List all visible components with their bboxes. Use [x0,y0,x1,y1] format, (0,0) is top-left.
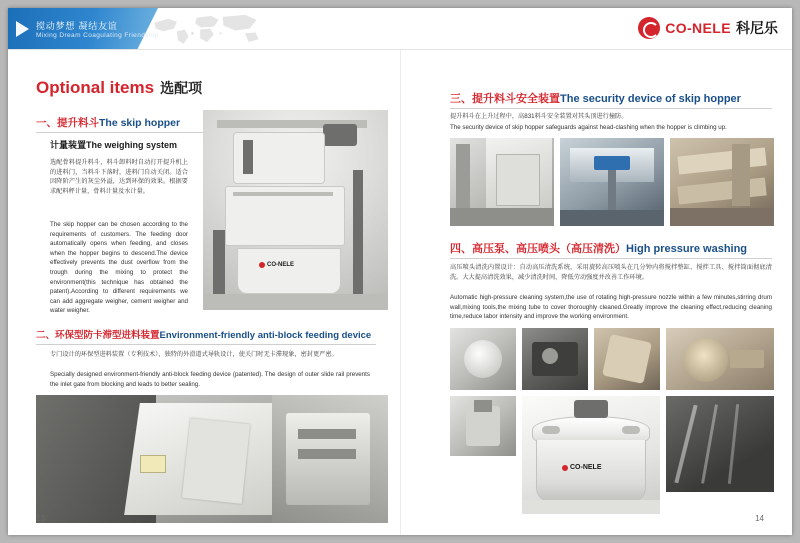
section-title-en-4: High pressure washing [626,243,748,255]
section-title-cn-3: 提升料斗安全装置 [472,93,560,105]
section-heading-anti-block [36,327,371,341]
valve-detail-photo [450,396,516,456]
machine-logo-text: CO-NELE [267,262,294,268]
mixer-logo-badge [562,464,602,471]
left-page [8,50,400,535]
brochure-spread [8,8,792,535]
section-heading-high-pressure [450,240,747,256]
section-title-en-2: Environment-friendly anti-block feeding device [159,330,372,341]
brand-name-cn: 科尼乐 [736,20,778,36]
body-cn-high-pressure: 高压喷头清洗内置设计：自动高压清洗系统，采用旋转高压喷头在几分钟内将搅拌整缸、搅拌工具、搅拌筒面彻底清洗。大大提高清洗效果，减少清洗时间，降低劳动强度并改善工作环境。 [450,264,772,281]
machine-logo-badge [259,262,294,268]
rotating-head-photo [594,328,660,390]
section-title-cn-1: 提升料斗 [57,117,99,129]
section-number-4: 四、 [450,243,472,255]
body-en-high-pressure: Automatic high-pressure cleaning system,the use of rotating high-pressure nozzle within a few minutes,stirring drum wall,mixing tools,the mixing tube to cover thoroughly cleaned.Greatly improve the cleaning effect,reducing cleaning time,reduce labor intensity and improve the working environment. [450,294,772,321]
section-title-cn-4: 高压泵、高压喷头（高压清洗） [472,243,626,255]
conele-logo-icon [638,17,660,39]
section-heading-skip-hopper [36,115,180,130]
world-map-icon [148,12,268,46]
section-heading-security-device [450,90,741,106]
mixer-interior-spray-photo [666,396,774,492]
page-number-right: 14 [755,514,764,523]
hopper-safety-cylinder-photo [560,138,664,226]
play-arrow-icon [16,21,29,37]
body-en-security-device: The security device of skip hopper safeguards against head-clashing when the hopper is climbing up. [450,124,727,131]
body-cn-anti-block: 专门设计的环保型进料装置（专利技术），独特的外滑道式导轨设计，使关门时无卡滞现象，密封更严密。 [50,351,338,358]
section-number-3: 三、 [450,93,472,105]
logo-dot-icon [259,262,265,268]
brand-name-en: CO-NELE [665,20,731,36]
right-page [400,50,792,535]
mixer-logo-dot-icon [562,465,568,471]
hopper-safety-rail-photo [670,138,774,226]
mixer-logo-text: CO-NELE [570,464,602,471]
section-title-en-1: The skip hopper [99,117,181,129]
body-cn-skip-hopper: 选配骨料提升料斗，料斗卸料时自动打开提升机上的进料门，当料斗下落时，进料门自动关闭。适合因降阶产生的灰尘外溢，达到环保的效果。根据要求配料秤计量，骨料计量及水计量。 [50,159,188,195]
planetary-mixer-photo [522,396,660,514]
body-cn-security-device: 提升料斗在上升过程中，高831料斗安全装置对其头顶进行撞防。 [450,113,628,120]
header-slogan-cn: 搅动梦想 凝结友谊 [36,21,118,31]
section-number-1: 一、 [36,117,57,129]
hopper-safety-frame-photo [450,138,554,226]
high-pressure-nozzle-photo [450,328,516,390]
company-logo [638,17,778,39]
page-header [8,8,792,50]
subheading-weighing-system: 计量装置The weighing system [50,140,178,150]
section-rule-4 [450,258,772,259]
skip-hopper-machine-photo [203,110,388,310]
section-title-cn-2: 环保型防卡滞型进料装置 [55,330,160,341]
pump-assembly-photo [522,328,588,390]
section-rule-2 [36,344,376,345]
body-en-skip-hopper: The skip hopper can be chosen according to the requirements of customers. The feeding door automatically opens when feeding, and closes when the hopper begins to descend.The device effectively prevents the dust overflow from the trough during the mixing to protect the environment(this technique has obtained the patent).According to different requirements we can add aggregate weigher, cement weigher and water weigher. [50,221,188,315]
page-title-cn: 选配项 [160,80,203,96]
header-slogan-en: Mixing Dream Coagulating Friendship [36,32,159,39]
section-rule-3 [450,108,772,109]
page-title-en: Optional items [36,78,155,97]
body-en-anti-block: Specially designed environment-friendly anti-block feeding device (patented). The design of outer slide rail prevents the inlet gate from blocking and leads to better sealing. [50,371,370,388]
page-number-left: 13 [36,514,45,523]
nozzle-spray-photo [666,328,774,390]
anti-block-feeding-device-photo [36,395,388,523]
section-number-2: 二、 [36,330,56,341]
page-title [36,78,202,98]
section-title-en-3: The security device of skip hopper [560,93,741,105]
